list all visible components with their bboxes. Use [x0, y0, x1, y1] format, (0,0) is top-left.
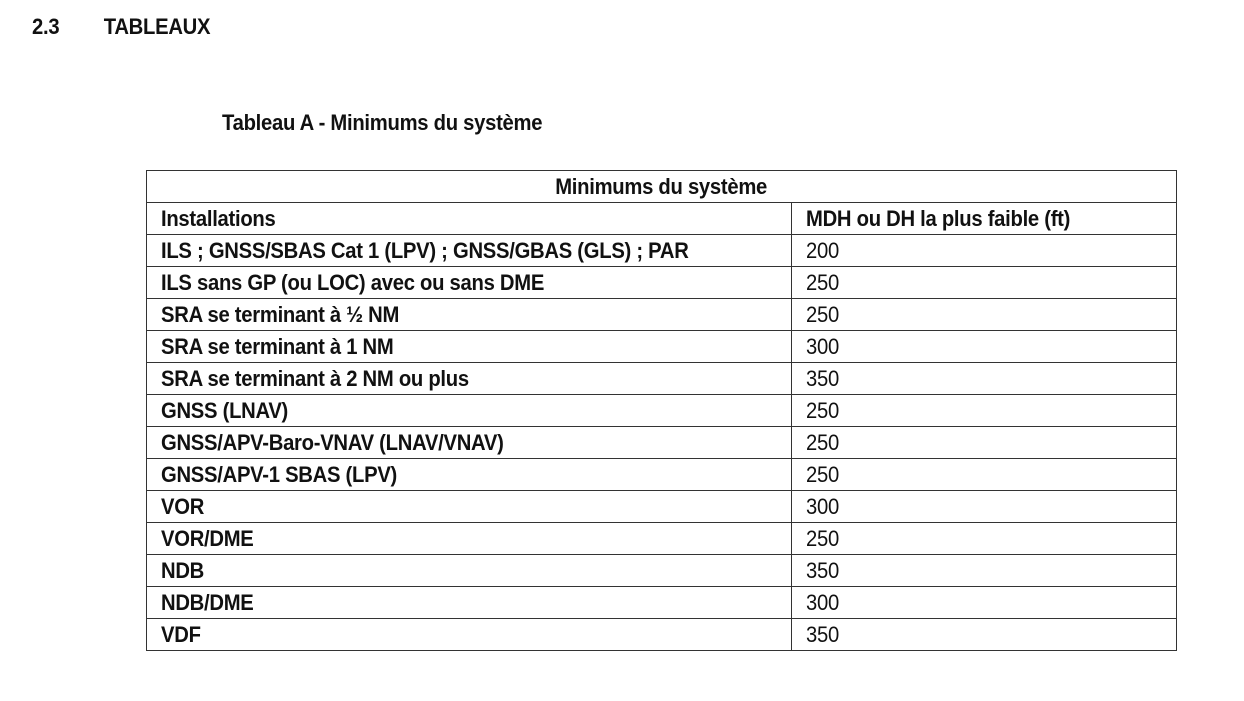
- section-title: TABLEAUX: [103, 14, 211, 39]
- value-cell: 250: [792, 267, 1177, 299]
- installation-cell: GNSS (LNAV): [147, 395, 792, 427]
- value-cell: 200: [792, 235, 1177, 267]
- table-row: [147, 491, 1177, 523]
- section-heading: [32, 14, 210, 40]
- value-cell: 350: [792, 619, 1177, 651]
- table-row: [147, 299, 1177, 331]
- section-number: 2.3: [32, 14, 60, 39]
- value-cell: 350: [792, 555, 1177, 587]
- table-row: [147, 235, 1177, 267]
- installation-cell: NDB: [147, 555, 792, 587]
- column-header-installations: Installations: [147, 203, 792, 235]
- installation-cell: VOR: [147, 491, 792, 523]
- table-row: [147, 555, 1177, 587]
- table-caption: Tableau A - Minimums du système: [222, 110, 543, 135]
- value-cell: 250: [792, 459, 1177, 491]
- value-cell: 250: [792, 395, 1177, 427]
- minimums-table: [146, 170, 1177, 651]
- value-cell: 250: [792, 427, 1177, 459]
- installation-cell: GNSS/APV-1 SBAS (LPV): [147, 459, 792, 491]
- table-row: [147, 363, 1177, 395]
- table-row: [147, 331, 1177, 363]
- table-merged-header-row: [147, 171, 1177, 203]
- table-row: [147, 619, 1177, 651]
- installation-cell: ILS ; GNSS/SBAS Cat 1 (LPV) ; GNSS/GBAS (GLS) ; PAR: [147, 235, 792, 267]
- value-cell: 300: [792, 331, 1177, 363]
- installation-cell: SRA se terminant à ½ NM: [147, 299, 792, 331]
- installation-cell: SRA se terminant à 2 NM ou plus: [147, 363, 792, 395]
- value-cell: 300: [792, 587, 1177, 619]
- installation-cell: VDF: [147, 619, 792, 651]
- table-row: [147, 459, 1177, 491]
- table-column-header-row: [147, 203, 1177, 235]
- installation-cell: ILS sans GP (ou LOC) avec ou sans DME: [147, 267, 792, 299]
- table-merged-header: Minimums du système: [147, 171, 1177, 203]
- table-row: [147, 587, 1177, 619]
- installation-cell: GNSS/APV-Baro-VNAV (LNAV/VNAV): [147, 427, 792, 459]
- value-cell: 350: [792, 363, 1177, 395]
- value-cell: 250: [792, 523, 1177, 555]
- installation-cell: NDB/DME: [147, 587, 792, 619]
- installation-cell: VOR/DME: [147, 523, 792, 555]
- table-row: [147, 427, 1177, 459]
- table-row: [147, 395, 1177, 427]
- table-row: [147, 267, 1177, 299]
- value-cell: 300: [792, 491, 1177, 523]
- installation-cell: SRA se terminant à 1 NM: [147, 331, 792, 363]
- column-header-mdh-dh: MDH ou DH la plus faible (ft): [792, 203, 1177, 235]
- value-cell: 250: [792, 299, 1177, 331]
- table-row: [147, 523, 1177, 555]
